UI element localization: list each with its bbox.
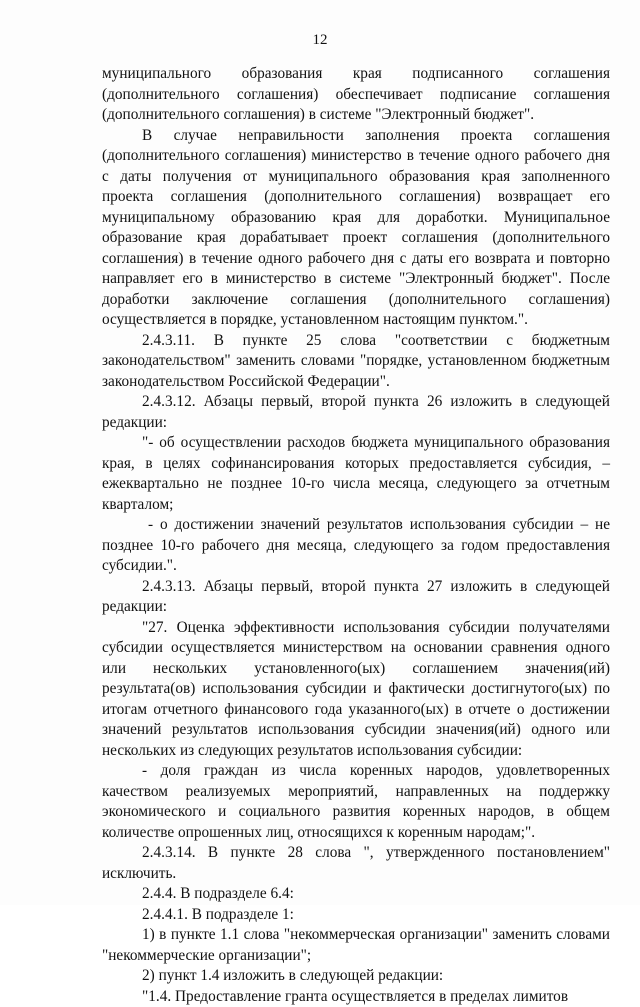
paragraph: - о достижении значений результатов использования субсидии – не позднее 10-го рабочего дня месяца, следующего за годом предоставления субсидии.".	[102, 515, 610, 577]
paragraph: 2.4.3.13. Абзацы первый, второй пункта 27 изложить в следующей редакции:	[102, 577, 610, 618]
paragraph: 2.4.4. В подразделе 6.4:	[102, 884, 610, 905]
paragraph: "1.4. Предоставление гранта осуществляется в пределах лимитов	[102, 987, 610, 1007]
paragraph: 1) в пункте 1.1 слова "некоммерческая организации" заменить словами "некоммерческие организации";	[102, 925, 610, 966]
paragraph: 2.4.3.14. В пункте 28 слова ", утвержденного постановлением" исключить.	[102, 843, 610, 884]
paragraph: 2.4.3.11. В пункте 25 слова "соответствии с бюджетным законодательством" заменить словами "порядке, установленном бюджетным законодательством Российской Федерации".	[102, 331, 610, 393]
paragraph: 2) пункт 1.4 изложить в следующей редакции:	[102, 966, 610, 987]
paragraph: В случае неправильности заполнения проекта соглашения (дополнительного соглашения) министерство в течение одного рабочего дня с даты получения от муниципального образования края заполненного проекта соглашения (дополнительного соглашения) возвращает его муниципальному образованию края для доработки. Муниципальное образование края дорабатывает проект соглашения (дополнительного соглашения) в течение одного рабочего дня с даты его возврата и повторно направляет его в министерство в системе "Электронный бюджет". После доработки заключение соглашения (дополнительного соглашения) осуществляется в порядке, установленном настоящим пунктом.".	[102, 126, 610, 331]
paragraph: муниципального образования края подписанного соглашения (дополнительного соглашения) обеспечивает подписание соглашения (дополнительного соглашения) в системе "Электронный бюджет".	[102, 64, 610, 126]
paragraph: "- об осуществлении расходов бюджета муниципального образования края, в целях софинансирования которых предоставляется субсидия, – ежеквартально не позднее 10-го числа месяца, следующего за отчетным кварталом;	[102, 433, 610, 515]
paragraph: 2.4.4.1. В подразделе 1:	[102, 905, 610, 926]
paragraph: "27. Оценка эффективности использования субсидии получателями субсидии осуществляется министерством на основании сравнения одного или нескольких установленного(ых) соглашением значения(ий) результата(ов) использования субсидии и фактически достигнутого(ых) по итогам отчетного финансового года указанного(ых) в отчете о достижении значений результатов использования субсидии значения(ий) одного или нескольких из следующих результатов использования субсидии:	[102, 618, 610, 762]
page-number: 12	[0, 32, 640, 49]
document-body	[102, 64, 610, 1007]
paragraph: - доля граждан из числа коренных народов, удовлетворенных качеством реализуемых мероприятий, направленных на поддержку экономического и социального развития коренных народов, в общем количестве опрошенных лиц, относящихся к коренным народам;".	[102, 761, 610, 843]
paragraph: 2.4.3.12. Абзацы первый, второй пункта 26 изложить в следующей редакции:	[102, 392, 610, 433]
